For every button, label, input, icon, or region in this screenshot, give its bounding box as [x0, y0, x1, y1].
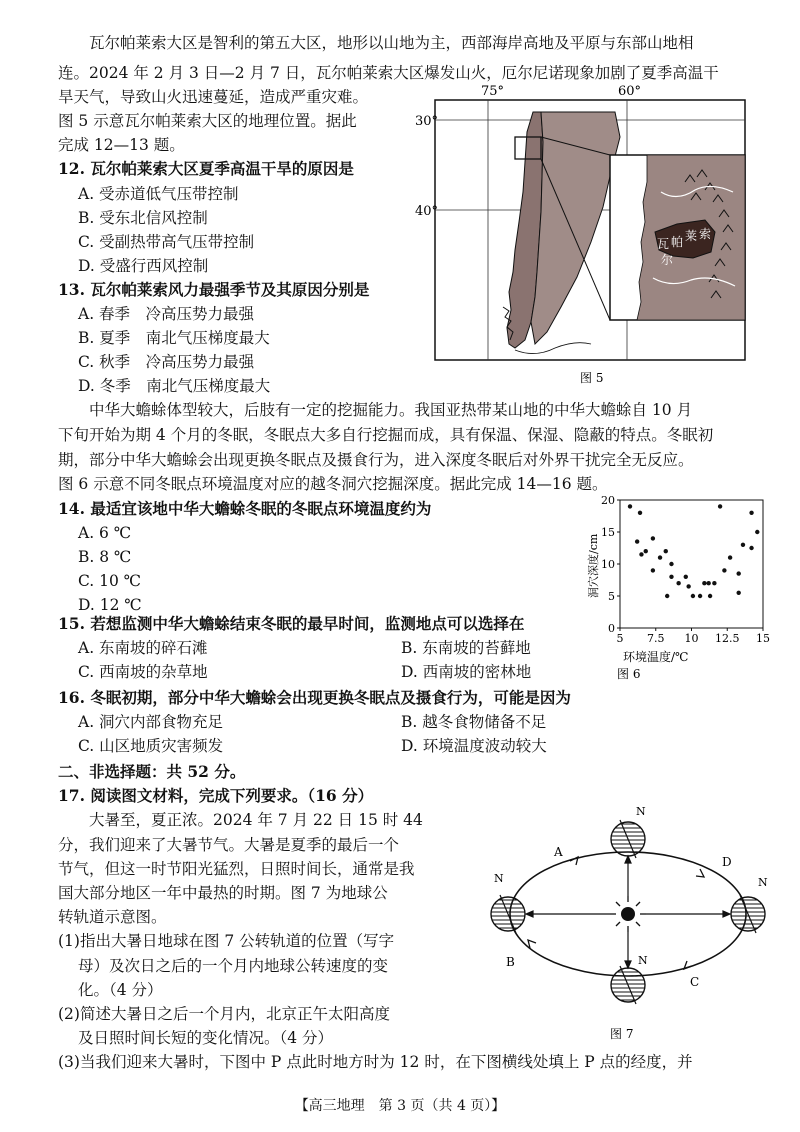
data-point [708, 594, 712, 598]
data-point [669, 562, 673, 566]
q17-sub-3: (3)当我们迎来大暑时，下图中 P 点此时地方时为 12 时，在下图横线处填上 P 点的经度，并 [58, 1053, 693, 1071]
data-point [736, 591, 740, 595]
q16-option-b[interactable]: B. 越冬食物储备不足 [401, 713, 547, 731]
north-label-right: N [758, 876, 768, 889]
figure-7-caption: 图 7 [610, 1027, 634, 1041]
north-label-bottom: N [638, 954, 648, 967]
earth-top [611, 806, 646, 858]
data-point [664, 549, 668, 553]
position-label-b: B [506, 955, 515, 969]
sun-icon [610, 896, 646, 932]
toad-line-4: 图 6 示意不同冬眠点环境温度对应的越冬洞穴挖掘深度。据此完成 14—16 题。 [58, 475, 608, 493]
data-point [702, 581, 706, 585]
q17-para-line-3: 节气，但这一时节阳光猛烈，日照时间长，通常是我 [58, 860, 415, 878]
x-tick-label: 15 [756, 632, 770, 645]
section-2-heading: 二、非选择题：共 52 分。 [58, 762, 246, 781]
q12-option-d[interactable]: D. 受盛行西风控制 [78, 257, 209, 275]
north-label-left: N [494, 872, 504, 885]
x-tick-label: 7.5 [647, 632, 665, 645]
data-point [651, 568, 655, 572]
q17-para-line-2: 分，我们迎来了大暑节气。大暑是夏季的最后一个 [58, 836, 400, 854]
data-point [749, 511, 753, 515]
intro-line-4: 图 5 示意瓦尔帕莱索大区的地理位置。据此 [58, 112, 357, 130]
y-tick-label: 0 [608, 622, 615, 635]
orbit-arrow-b [528, 940, 536, 948]
intro-line-1: 瓦尔帕莱索大区是智利的第五大区，地形以山地为主，西部海岸高地及平原与东部山地相 [89, 34, 694, 52]
data-point [736, 571, 740, 575]
orbit-arrow-d [696, 869, 704, 877]
q13-stem: 13. 瓦尔帕莱索风力最强季节及其原因分别是 [58, 280, 370, 299]
q17-sub-1-line-1: (1)指出大暑日地球在图 7 公转轨道的位置（写字 [58, 932, 395, 950]
figure-6-scatter-chart [585, 486, 775, 686]
q12-option-b[interactable]: B. 受东北信风控制 [78, 209, 208, 227]
data-point [638, 511, 642, 515]
data-point [698, 594, 702, 598]
toad-line-1: 中华大蟾蜍体型较大，后肢有一定的挖掘能力。我国亚热带某山地的中华大蟾蜍自 10 月 [89, 401, 693, 419]
q15-option-a[interactable]: A. 东南坡的碎石滩 [78, 639, 208, 657]
figure-5-map [415, 82, 755, 392]
region-label-char-2: 尔 [661, 253, 674, 267]
data-point [684, 575, 688, 579]
data-point [755, 530, 759, 534]
x-tick-label: 12.5 [715, 632, 740, 645]
data-point [741, 543, 745, 547]
q14-option-c[interactable]: C. 10 ℃ [78, 572, 142, 590]
q17-sub-1-line-2: 母）及次日之后的一个月内地球公转速度的变 [78, 957, 389, 975]
q16-option-c[interactable]: C. 山区地质灾害频发 [78, 737, 224, 755]
data-point [644, 549, 648, 553]
region-label-char-1: 瓦 [657, 237, 670, 251]
figure-7-orbit-diagram [470, 806, 785, 1046]
y-tick-label: 20 [601, 494, 615, 507]
q13-option-c[interactable]: C. 秋季 冷高压势力最强 [78, 353, 255, 371]
q16-stem: 16. 冬眠初期，部分中华大蟾蜍会出现更换冬眠点及摄食行为，可能是因为 [58, 688, 571, 707]
q13-option-b[interactable]: B. 夏季 南北气压梯度最大 [78, 329, 270, 347]
y-tick-label: 10 [601, 558, 615, 571]
data-point [749, 546, 753, 550]
intro-line-2: 连。2024 年 2 月 3 日—2 月 7 日，瓦尔帕莱索大区爆发山火，厄尔尼诺现象加剧了夏季高温干 [58, 64, 719, 82]
q13-option-a[interactable]: A. 春季 冷高压势力最强 [78, 305, 255, 323]
data-point [665, 594, 669, 598]
data-point [669, 575, 673, 579]
q17-para-line-4: 国大部分地区一年中最热的时期。图 7 为地球公 [58, 884, 388, 902]
data-point [628, 504, 632, 508]
q15-stem: 15. 若想监测中华大蟾蜍结束冬眠的最早时间，监测地点可以选择在 [58, 614, 525, 633]
data-point [658, 555, 662, 559]
q14-stem: 14. 最适宜该地中华大蟾蜍冬眠的冬眠点环境温度约为 [58, 499, 432, 518]
q16-option-a[interactable]: A. 洞穴内部食物充足 [78, 713, 224, 731]
intro-line-3: 旱天气，导致山火迅速蔓延，造成严重灾难。 [58, 88, 369, 106]
x-tick-label: 10 [684, 632, 699, 645]
q14-option-d[interactable]: D. 12 ℃ [78, 596, 142, 614]
q12-option-a[interactable]: A. 受赤道低气压带控制 [78, 185, 239, 203]
data-point [691, 594, 695, 598]
q15-option-d[interactable]: D. 西南坡的密林地 [401, 663, 532, 681]
region-label-char-3: 帕 [671, 235, 684, 249]
region-label-char-5: 索 [699, 227, 712, 241]
lon-label-60: 60° [618, 84, 642, 99]
data-point [706, 581, 710, 585]
q13-option-d[interactable]: D. 冬季 南北气压梯度最大 [78, 377, 271, 395]
data-point [718, 504, 722, 508]
page-footer: 【高三地理 第 3 页（共 4 页）】 [294, 1098, 506, 1114]
figure-5-caption: 图 5 [580, 371, 604, 385]
toad-line-3: 期，部分中华大蟾蜍会出现更换冬眠点及摄食行为，进入深度冬眠后对外界干扰完全无反应。 [58, 451, 694, 469]
q17-para-line-5: 转轨道示意图。 [58, 908, 167, 926]
lat-label-30: 30° [415, 114, 439, 129]
data-point [722, 568, 726, 572]
q12-stem: 12. 瓦尔帕莱索大区夏季高温干旱的原因是 [58, 159, 354, 178]
q15-option-b[interactable]: B. 东南坡的苔藓地 [401, 639, 531, 657]
q17-sub-2-line-2: 及日照时间长短的变化情况。（4 分） [78, 1029, 334, 1047]
chart-xlabel: 环境温度/℃ [623, 650, 689, 664]
position-label-d: D [722, 855, 732, 869]
y-tick-label: 15 [601, 526, 615, 539]
data-point [712, 581, 716, 585]
position-label-c: C [690, 975, 700, 989]
data-point [676, 581, 680, 585]
q17-stem: 17. 阅读图文材料，完成下列要求。（16 分） [58, 786, 374, 805]
q15-option-c[interactable]: C. 西南坡的杂草地 [78, 663, 208, 681]
x-tick-label: 5 [616, 632, 624, 645]
q14-option-b[interactable]: B. 8 ℃ [78, 548, 132, 566]
chart-ylabel: 洞穴深度/cm [587, 533, 600, 598]
q17-sub-2-line-1: (2)简述大暑日之后一个月内，北京正午太阳高度 [58, 1005, 390, 1023]
earth-right [731, 876, 768, 933]
intro-line-5: 完成 12—13 题。 [58, 136, 185, 154]
earth-left [491, 872, 525, 933]
region-label-char-4: 莱 [685, 229, 698, 243]
lat-label-40: 40° [415, 204, 439, 219]
data-point [686, 584, 690, 588]
north-label-top: N [636, 806, 646, 818]
q12-option-c[interactable]: C. 受副热带高气压带控制 [78, 233, 255, 251]
q17-para-line-1: 大暑至，夏正浓。2024 年 7 月 22 日 15 时 44 [89, 811, 423, 829]
q17-sub-1-line-3: 化。（4 分） [78, 981, 163, 999]
data-point [728, 555, 732, 559]
position-label-a: A [554, 845, 563, 859]
q16-option-d[interactable]: D. 环境温度波动较大 [401, 737, 547, 755]
data-point [651, 536, 655, 540]
toad-line-2: 下旬开始为期 4 个月的冬眠，冬眠点大多自行挖掘而成，具有保温、保湿、隐蔽的特点。冬眠初 [58, 426, 714, 444]
chart-plot-frame [620, 500, 763, 628]
q14-option-a[interactable]: A. 6 ℃ [78, 524, 132, 542]
y-tick-label: 5 [608, 590, 615, 603]
chart-caption: 图 6 [617, 667, 641, 681]
data-point [635, 539, 639, 543]
lon-label-75: 75° [481, 84, 505, 99]
data-point [639, 552, 643, 556]
